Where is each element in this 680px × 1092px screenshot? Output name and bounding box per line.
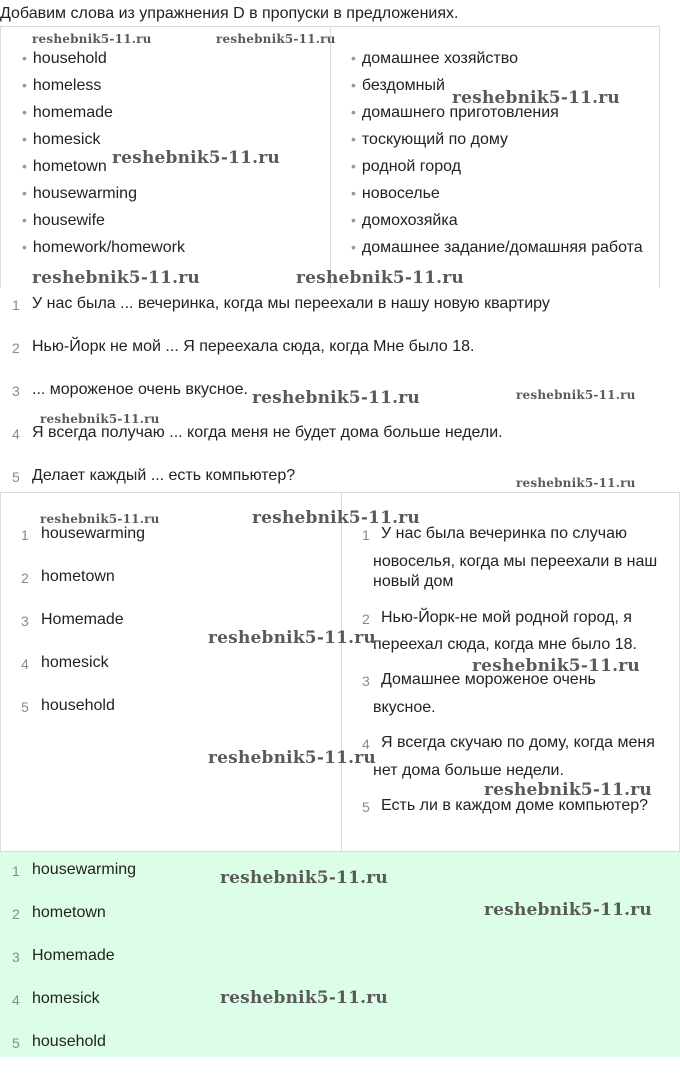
watermark: reshebnik5-11.ru: [112, 148, 280, 168]
watermark: reshebnik5-11.ru: [516, 476, 636, 490]
final-answer-text: hometown: [32, 904, 106, 921]
translation-line: У нас была вечеринка по случаю: [381, 525, 627, 542]
final-answer-text: household: [32, 1033, 106, 1050]
final-answer-number: 1: [12, 863, 20, 879]
word-ru: • домохозяйка: [351, 212, 458, 230]
translation-line: переехал сюда, когда мне было 18.: [373, 636, 637, 653]
sentence-number: 5: [12, 469, 20, 485]
translation-line: Есть ли в каждом доме компьютер?: [381, 797, 649, 814]
word-en: • homeless: [22, 77, 101, 95]
answer-text: Homemade: [41, 611, 124, 628]
translation-line: Домашнее мороженое очень: [381, 671, 596, 688]
translation-line: вкусное.: [373, 699, 436, 716]
watermark: reshebnik5-11.ru: [220, 868, 388, 888]
answer-number: 3: [21, 613, 29, 629]
watermark: reshebnik5-11.ru: [516, 388, 636, 402]
watermark: reshebnik5-11.ru: [452, 88, 620, 108]
word-ru: • родной город: [351, 158, 461, 176]
sentence-text: Нью-Йорк не мой ... Я переехала сюда, когда Мне было 18.: [32, 338, 475, 355]
final-answer-number: 4: [12, 992, 20, 1008]
final-answer-number: 3: [12, 949, 20, 965]
sentence-text: Делает каждый ... есть компьютер?: [32, 467, 296, 484]
watermark: reshebnik5-11.ru: [252, 388, 420, 408]
sentence-number: 3: [12, 383, 20, 399]
sentence-text: У нас была ... вечеринка, когда мы переехали в нашу новую квартиру: [32, 295, 550, 312]
final-answer-number: 2: [12, 906, 20, 922]
word-ru: • домашнее хозяйство: [351, 50, 518, 68]
answer-number: 5: [21, 699, 29, 715]
watermark: reshebnik5-11.ru: [220, 988, 388, 1008]
translation-number: 4: [362, 736, 370, 752]
word-en: • hometown: [22, 158, 107, 176]
sentence-number: 2: [12, 340, 20, 356]
answer-number: 2: [21, 570, 29, 586]
translation-number: 3: [362, 673, 370, 689]
translation-line: Я всегда скучаю по дому, когда меня: [381, 734, 655, 751]
answer-text: household: [41, 697, 115, 714]
word-ru: • тоскующий по дому: [351, 131, 508, 149]
word-ru: • домашнее задание/домашняя работа: [351, 239, 643, 257]
answers-divider: [341, 492, 342, 852]
word-en: • household: [22, 50, 107, 68]
answer-text: homesick: [41, 654, 109, 671]
watermark: reshebnik5-11.ru: [216, 32, 336, 46]
word-ru: • новоселье: [351, 185, 440, 203]
word-en: • housewife: [22, 212, 105, 230]
word-en: • housewarming: [22, 185, 137, 203]
word-ru: • бездомный: [351, 77, 445, 95]
answer-text: housewarming: [41, 525, 146, 542]
final-answer-text: homesick: [32, 990, 100, 1007]
sentence-number: 4: [12, 426, 20, 442]
translation-line: новый дом: [373, 573, 454, 590]
sentence-text: ... мороженое очень вкусное.: [32, 381, 248, 398]
answer-number: 1: [21, 527, 29, 543]
sentence-number: 1: [12, 297, 20, 313]
answer-text: hometown: [41, 568, 115, 585]
translation-number: 2: [362, 611, 370, 627]
word-en: • homework/homework: [22, 239, 185, 257]
watermark: reshebnik5-11.ru: [296, 268, 464, 288]
watermark: reshebnik5-11.ru: [484, 780, 652, 800]
watermark: reshebnik5-11.ru: [252, 508, 420, 528]
translation-line: новоселья, когда мы переехали в наш: [373, 553, 658, 570]
watermark: reshebnik5-11.ru: [32, 32, 152, 46]
vocab-divider: [330, 26, 331, 288]
watermark: reshebnik5-11.ru: [40, 412, 160, 426]
translation-number: 5: [362, 799, 370, 815]
answer-number: 4: [21, 656, 29, 672]
final-answer-text: housewarming: [32, 861, 137, 878]
watermark: reshebnik5-11.ru: [208, 748, 376, 768]
intro-text: Добавим слова из упражнения D в пропуски в предложениях.: [0, 5, 459, 22]
watermark: reshebnik5-11.ru: [32, 268, 200, 288]
final-answer-text: Homemade: [32, 947, 115, 964]
word-en: • homemade: [22, 104, 113, 122]
translation-line: нет дома больше недели.: [373, 762, 564, 779]
translation-number: 1: [362, 527, 370, 543]
word-ru: • домашнего приготовления: [351, 104, 559, 122]
watermark: reshebnik5-11.ru: [472, 656, 640, 676]
watermark: reshebnik5-11.ru: [208, 628, 376, 648]
final-answer-number: 5: [12, 1035, 20, 1051]
word-en: • homesick: [22, 131, 100, 149]
watermark: reshebnik5-11.ru: [484, 900, 652, 920]
sentence-text: Я всегда получаю ... когда меня не будет дома больше недели.: [32, 424, 503, 441]
translation-line: Нью-Йорк-не мой родной город, я: [381, 609, 632, 626]
watermark: reshebnik5-11.ru: [40, 512, 160, 526]
